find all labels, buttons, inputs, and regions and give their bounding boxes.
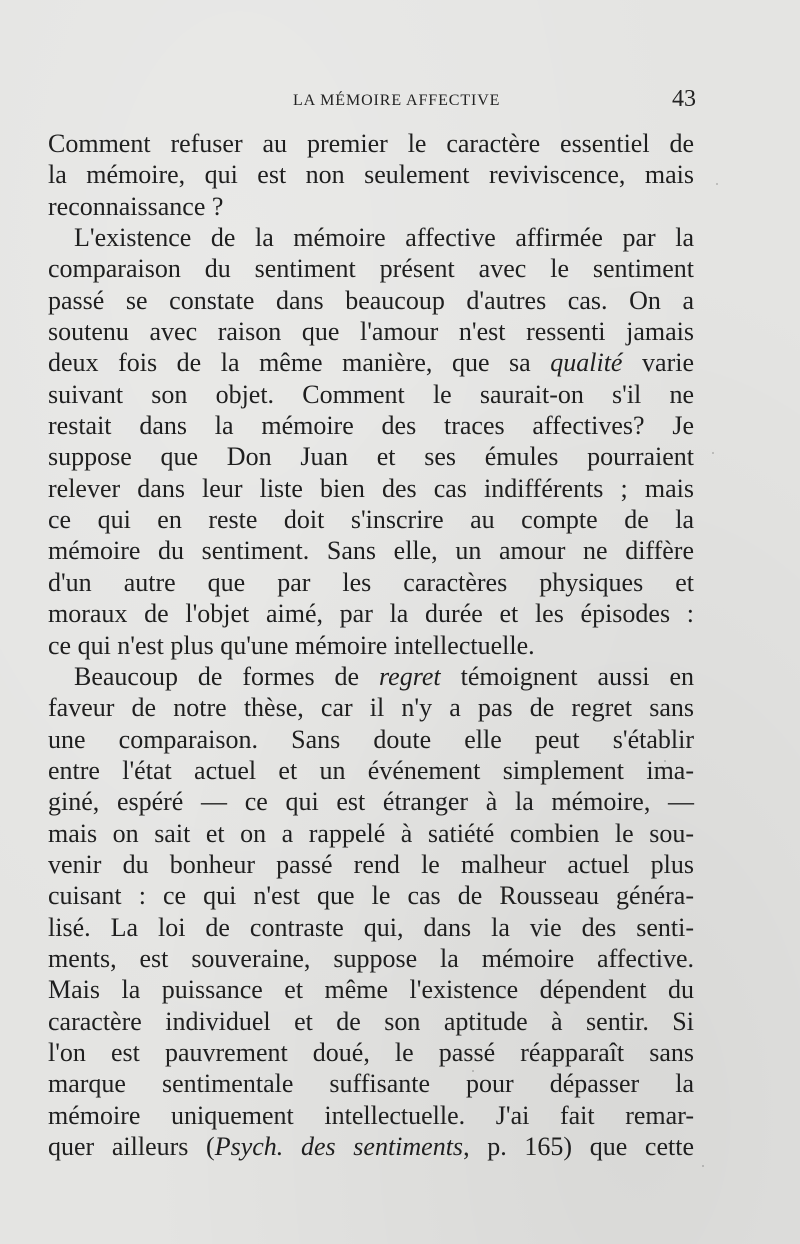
- italic-text-run: regret: [379, 661, 441, 691]
- text-run: entre l'état actuel et un événement simplement ima-: [48, 755, 694, 785]
- text-line: [48, 630, 694, 661]
- italic-text-run: Psych. des sentiments: [214, 1132, 464, 1161]
- text-run: d'un autre que par les caractères physiques et: [48, 567, 694, 597]
- text-run: ce qui n'est plus qu'une mémoire intellectuelle.: [48, 630, 535, 660]
- text-run: passé se constate dans beaucoup d'autres cas. On a: [48, 285, 694, 315]
- text-line: [48, 128, 694, 159]
- text-line: [48, 285, 694, 316]
- text-line: [48, 535, 694, 566]
- text-line: [48, 974, 694, 1005]
- running-head: LA MÉMOIRE AFFECTIVE: [293, 92, 501, 109]
- text-line: [48, 159, 694, 190]
- text-run: comparaison du sentiment présent avec le sentiment: [48, 254, 694, 284]
- text-run: suivant son objet. Comment le saurait-on s'il ne: [48, 379, 694, 409]
- text-run: Mais la puissance et même l'existence dépendent du: [48, 975, 694, 1005]
- page-number: 43: [672, 86, 696, 112]
- text-line: [48, 912, 694, 943]
- text-line: [48, 786, 694, 817]
- text-run: suppose que Don Juan et ses émules pourraient: [48, 442, 694, 472]
- text-run: deux fois de la même manière, que sa: [48, 348, 551, 378]
- text-run: relever dans leur liste bien des cas indifférents ; mais: [48, 473, 694, 503]
- text-run: cuisant : ce qui n'est que le cas de Rousseau généra-: [48, 881, 694, 911]
- text-line: [48, 191, 694, 222]
- text-run: l'on est pauvrement doué, le passé réapparaît sans: [48, 1037, 694, 1067]
- text-run: mais on sait et on a rappelé à satiété combien le sou-: [48, 818, 694, 848]
- paragraph-start-line: [48, 222, 694, 253]
- text-run: ce qui en reste doit s'inscrire au compte de la: [48, 505, 694, 535]
- text-line: [48, 1068, 694, 1099]
- text-line: [48, 347, 694, 378]
- text-run: ments, est souveraine, suppose la mémoire affective.: [48, 943, 694, 973]
- text-run: L'existence de la mémoire affective affirmée par la: [74, 223, 694, 253]
- text-run: reconnaissance ?: [48, 191, 224, 221]
- paper-speck: [716, 183, 718, 185]
- text-line: [48, 1037, 694, 1068]
- text-line: [48, 379, 694, 410]
- text-run: quer ailleurs (: [48, 1132, 215, 1161]
- text-line: [48, 1131, 694, 1162]
- text-run: une comparaison. Sans doute elle peut s'établir: [48, 724, 694, 754]
- text-run: varie: [622, 348, 695, 378]
- text-line: [48, 818, 694, 849]
- italic-text-run: qualité: [550, 348, 623, 378]
- text-run: témoignent aussi en: [440, 661, 695, 691]
- text-run: faveur de notre thèse, car il n'y a pas de regret sans: [48, 693, 694, 723]
- text-run: mémoire du sentiment. Sans elle, un amour ne diffère: [48, 536, 694, 566]
- page-header: [48, 86, 696, 116]
- text-run: venir du bonheur passé rend le malheur actuel plus: [48, 849, 694, 879]
- text-line: [48, 1006, 694, 1037]
- text-line: [48, 473, 694, 504]
- body-text: [48, 128, 694, 1162]
- text-line: [48, 1100, 694, 1131]
- paper-speck: [712, 452, 714, 454]
- text-line: [48, 410, 694, 441]
- paper-speck: [472, 1070, 474, 1072]
- text-run: Comment refuser au premier le caractère essentiel de: [48, 129, 694, 158]
- text-run: , p. 165) que cette: [463, 1132, 694, 1161]
- paper-speck: [664, 760, 666, 762]
- text-line: [48, 755, 694, 786]
- text-line: [48, 724, 694, 755]
- text-line: [48, 316, 694, 347]
- text-line: [48, 504, 694, 535]
- text-line: [48, 567, 694, 598]
- text-run: giné, espéré — ce qui est étranger à la mémoire, —: [48, 787, 694, 817]
- paragraph-start-line: [48, 661, 694, 692]
- text-line: [48, 943, 694, 974]
- text-line: [48, 441, 694, 472]
- text-line: [48, 880, 694, 911]
- text-run: soutenu avec raison que l'amour n'est ressenti jamais: [48, 317, 694, 347]
- text-line: [48, 849, 694, 880]
- text-line: [48, 692, 694, 723]
- text-run: marque sentimentale suffisante pour dépasser la: [48, 1069, 694, 1099]
- text-run: moraux de l'objet aimé, par la durée et les épisodes :: [48, 599, 694, 629]
- text-run: restait dans la mémoire des traces affectives? Je: [48, 411, 694, 441]
- text-run: caractère individuel et de son aptitude à sentir. Si: [48, 1006, 694, 1036]
- text-run: mémoire uniquement intellectuelle. J'ai fait remar-: [48, 1100, 694, 1130]
- text-line: [48, 253, 694, 284]
- text-run: lisé. La loi de contraste qui, dans la vie des senti-: [48, 912, 694, 942]
- text-run: Beaucoup de formes de: [74, 661, 380, 691]
- paper-speck: [702, 1165, 704, 1167]
- text-run: la mémoire, qui est non seulement reviviscence, mais: [48, 160, 694, 190]
- text-line: [48, 598, 694, 629]
